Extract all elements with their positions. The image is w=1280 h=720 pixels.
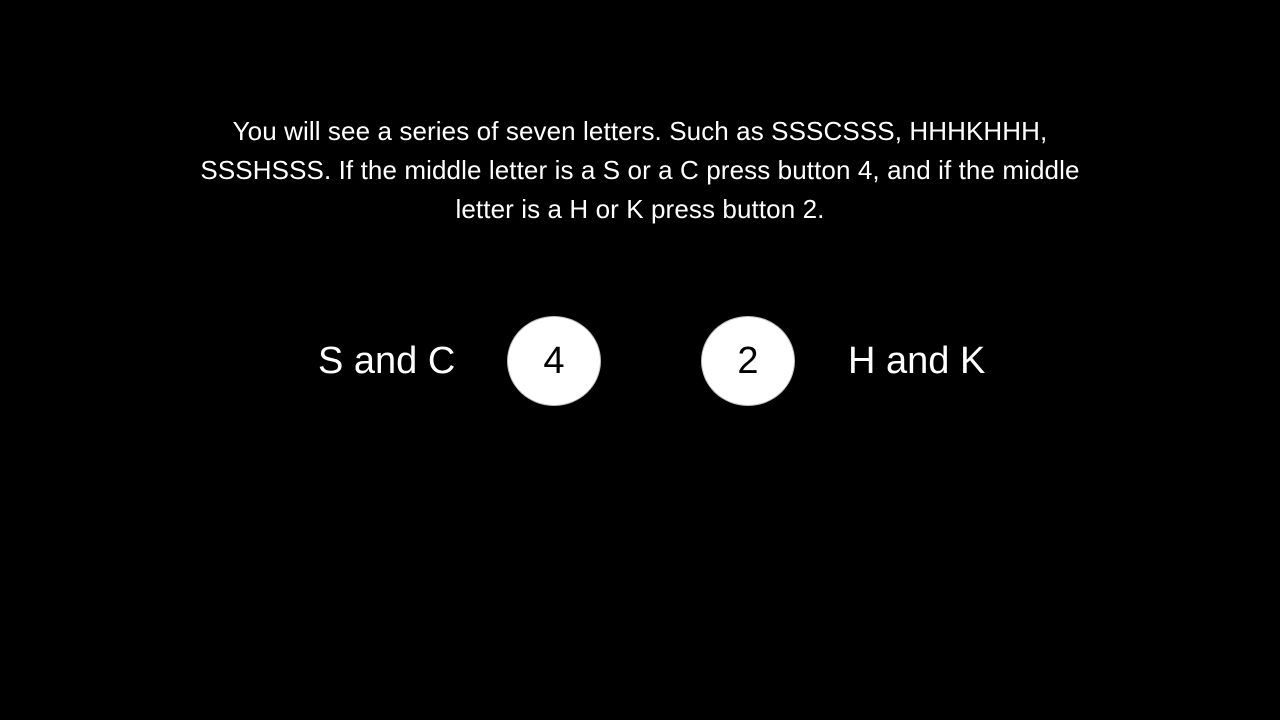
instructions-line-3: letter is a H or K press button 2. [455, 194, 825, 224]
instructions-line-1: You will see a series of seven letters. Such as SSSCSSS, HHHKHHH, [232, 116, 1048, 146]
instructions-text [150, 112, 1130, 229]
label-s-and-c: S and C [318, 340, 456, 382]
button-4[interactable]: 4 [507, 316, 601, 406]
button-2[interactable]: 2 [701, 316, 795, 406]
label-h-and-k: H and K [848, 340, 986, 382]
instructions-line-2: SSSHSSS. If the middle letter is a S or a C press button 4, and if the middle [200, 155, 1080, 185]
